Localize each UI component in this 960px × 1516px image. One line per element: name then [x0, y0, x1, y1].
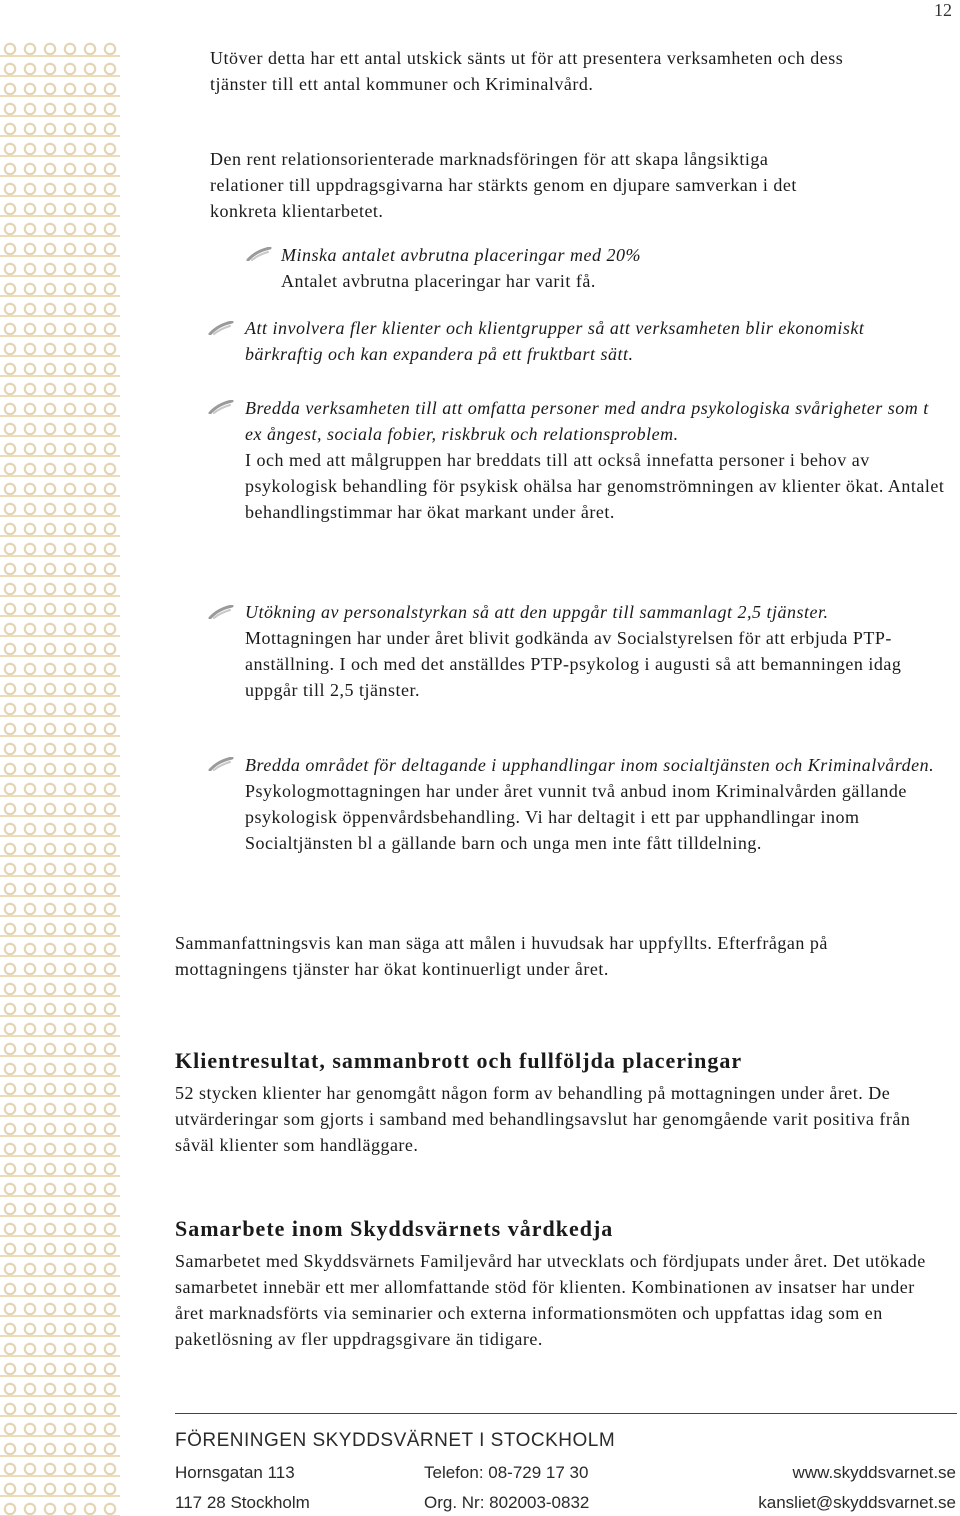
intro-paragraph-1: Utöver detta har ett antal utskick sänts ut för att presentera verksamheten och dess tjänster till ett antal kommuner och Kriminalvård. — [210, 48, 844, 94]
goal-1-heading: Minska antalet avbrutna placeringar med 20% — [281, 245, 641, 265]
page-number: 12 — [934, 0, 952, 20]
footer-orgnr: Org. Nr: 802003-0832 — [424, 1493, 590, 1512]
goal-1-body: Antalet avbrutna placeringar har varit få. — [281, 271, 596, 291]
intro-paragraph-2: Den rent relationsorienterade marknadsföringen för att skapa långsiktiga relationer till uppdragsgivarna har stärkts genom en djupare samverkan i det konkreta klientarbetet. — [210, 149, 797, 221]
summary-paragraph: Sammanfattningsvis kan man säga att målen i huvudsak har uppfyllts. Efterfrågan på mottagningens tjänster har ökat kontinuerligt under året. — [175, 933, 828, 979]
bullet-icon — [208, 321, 234, 335]
bullet-icon — [208, 757, 234, 771]
goal-4 — [245, 599, 950, 703]
section-body-klientresultat: 52 stycken klienter har genomgått någon form av behandling på mottagningen under året. De utvärderingar som gjorts i samband med behandlingsavslut har genomgående varit positiva från såväl klienter som handläggare. — [175, 1083, 911, 1155]
goal-5-body: Psykologmottagningen har under året vunnit två anbud inom Kriminalvården gällande psykologisk öppenvårdsbehandling. Vi har deltagit i ett par upphandlingar inom Socialtjänsten bl a gällande barn och unga men inte fått tilldelning. — [245, 781, 907, 853]
footer-website-link[interactable]: www.skyddsvarnet.se — [792, 1463, 956, 1482]
bullet-icon — [246, 247, 272, 261]
footer-divider — [175, 1413, 957, 1414]
goal-4-heading: Utökning av personalstyrkan så att den uppgår till sammanlagt 2,5 tjänster. — [245, 602, 829, 622]
footer-organization: FÖRENINGEN SKYDDSVÄRNET I STOCKHOLM — [175, 1430, 616, 1451]
goal-1 — [281, 242, 881, 294]
section-body-samarbete: Samarbetet med Skyddsvärnets Familjevård har utvecklats och fördjupats under året. Det utökade samarbetet innebär ett mer allomfattande stöd för klienten. Kombinationen av insatser har under året marknadsförts via seminarier och externa informationsmöten och uppfattas idag som en paketlösning av fler uppdragsgivare än tidigare. — [175, 1251, 926, 1349]
footer-postal: 117 28 Stockholm — [175, 1493, 310, 1512]
goal-5-heading: Bredda området för deltagande i upphandlingar inom socialtjänsten och Kriminalvården. — [245, 755, 935, 775]
goal-3-body: I och med att målgruppen har breddats till att också innefatta personer i behov av psykologisk behandling för psykisk ohälsa har genomströmningen av klienter ökat. Antalet behandlingstimmar har ökat markant under året. — [245, 450, 945, 522]
goal-4-body: Mottagningen har under året blivit godkända av Socialstyrelsen för att erbjuda PTP-anställning. I och med det anställdes PTP-psykolog i augusti så att bemanningen idag uppgår till 2,5 tjänster. — [245, 628, 902, 700]
goal-3-heading: Bredda verksamheten till att omfatta personer med andra psykologiska svårigheter som t ex ångest, sociala fobier, riskbruk och relationsproblem. — [245, 398, 929, 444]
section-heading-klientresultat: Klientresultat, sammanbrott och fullföljda placeringar — [175, 1048, 743, 1073]
bullet-icon — [208, 400, 234, 414]
section-heading-samarbete: Samarbete inom Skyddsvärnets vårdkedja — [175, 1216, 614, 1241]
decorative-border — [0, 40, 120, 1516]
goal-2-heading: Att involvera fler klienter och klientgrupper så att verksamheten blir ekonomiskt bärkraftig och kan expandera på ett fruktbart sätt. — [245, 318, 865, 364]
goal-5 — [245, 752, 950, 856]
footer-address: Hornsgatan 113 — [175, 1463, 295, 1482]
goal-2 — [245, 315, 945, 367]
goal-3 — [245, 395, 945, 525]
bullet-icon — [208, 605, 234, 619]
footer-phone: Telefon: 08-729 17 30 — [424, 1463, 589, 1482]
footer-email-link[interactable]: kansliet@skyddsvarnet.se — [758, 1493, 956, 1512]
